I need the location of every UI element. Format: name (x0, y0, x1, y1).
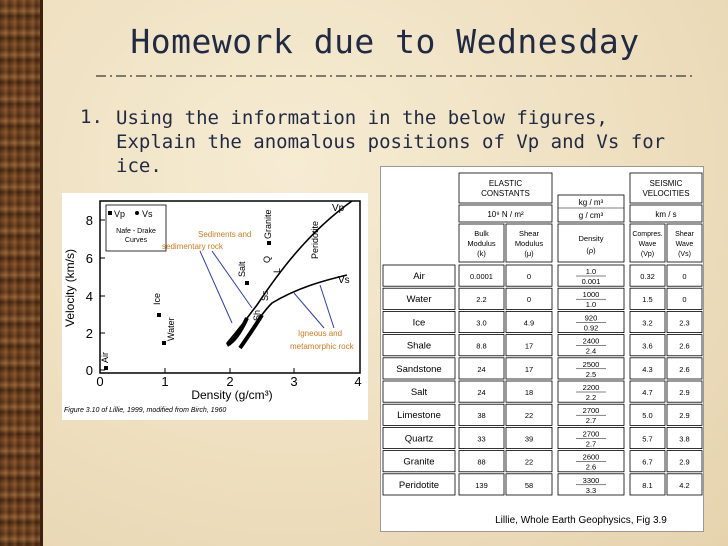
rock-name: Salt (410, 387, 428, 398)
rock-name: Quartz (404, 433, 434, 445)
cell-value: 2.9 (679, 411, 690, 421)
cell-value: 0.32 (640, 272, 655, 281)
density-g-value: 2.7 (585, 439, 597, 449)
y-tick-2: 2 (85, 326, 93, 341)
cell-value: 24 (477, 364, 486, 374)
annotation-arrow-4 (320, 285, 334, 328)
density-g-value: 3.3 (585, 485, 597, 495)
x-tick-1: 1 (161, 374, 169, 389)
header-seismic-1: SEISMIC (649, 179, 683, 188)
x-tick-3: 3 (290, 374, 298, 389)
header-seismic-2: VELOCITIES (642, 189, 690, 198)
cell-value: 5.7 (642, 434, 653, 444)
rock-name: Ice (412, 317, 426, 329)
rock-name: Air (413, 271, 425, 282)
density-kg-value: 3300 (582, 475, 600, 485)
density-kg-value: 1.0 (585, 267, 597, 276)
cell-value: 8.8 (476, 341, 487, 351)
rock-name: Granite (403, 456, 435, 468)
figure-caption: Figure 3.10 of Lillie, 1999, modified from Birch, 1960 (64, 407, 227, 414)
point-salt (245, 281, 249, 285)
table-row (383, 427, 702, 448)
table-row (383, 311, 702, 332)
density-kg-value: 2600 (582, 452, 600, 462)
rock-name: Water (406, 294, 432, 306)
title-divider (96, 72, 696, 80)
label-ss: Ss (260, 290, 270, 301)
density-kg-value: 2700 (582, 406, 600, 416)
x-tick-0: 0 (96, 374, 104, 389)
cell-value: 33 (477, 434, 486, 444)
curve-label-vs: Vs (338, 275, 350, 286)
y-tick-6: 6 (85, 251, 93, 266)
cell-value: 88 (477, 457, 486, 467)
density-g-value: 2.6 (585, 462, 597, 472)
cell-value: 2.6 (679, 341, 690, 351)
label-salt: Salt (237, 261, 247, 277)
label-granite: Granite (263, 209, 273, 239)
annotation-sediments-2: sedimentary rock (162, 242, 223, 251)
bullet-line-1: Using the information in the below figures, (116, 107, 608, 129)
col-shear-1: Shear (518, 229, 540, 238)
density-kg-value: 2500 (582, 359, 600, 369)
cell-value: 2.9 (679, 388, 690, 397)
legend-vp: Vp (114, 209, 126, 219)
annotation-sediments-1: Sediments and (198, 230, 252, 239)
rock-name: Peridotite (398, 479, 440, 491)
annotation-igneous-1: Igneous and (298, 329, 343, 338)
col-vs-2: Wave (675, 241, 694, 248)
cell-value: 6.7 (642, 457, 653, 467)
col-vs-3: (Vs) (678, 251, 691, 258)
cell-value: 17 (524, 364, 534, 374)
annotation-igneous-2: metamorphic rock (290, 342, 354, 351)
header-elastic-box (459, 173, 552, 203)
wood-bark-border (0, 0, 40, 546)
density-kg-value: 1000 (582, 290, 600, 300)
unit-velocity: km / s (655, 210, 677, 219)
label-air: Air (100, 352, 110, 363)
unit-density-top: kg / m³ (578, 198, 604, 207)
cell-value: 24 (477, 388, 486, 397)
annotation-arrow-1 (200, 251, 232, 323)
rock-name: Shale (406, 340, 432, 352)
cell-value: 18 (524, 388, 534, 397)
bullet-line-2: Explain the anomalous positions of Vp and Vs for (116, 131, 666, 153)
col-bulk-3: (k) (477, 249, 486, 258)
header-elastic-1: ELASTIC (488, 179, 523, 188)
cell-value: 8.1 (642, 480, 653, 490)
cell-value: 3.6 (642, 341, 653, 351)
cell-value: 3.2 (642, 318, 653, 328)
col-vs-1: Shear (675, 231, 694, 238)
table-row (383, 358, 702, 379)
table-row (383, 335, 702, 356)
table-row (383, 474, 702, 495)
cell-value: 2.6 (679, 364, 690, 374)
header-elastic-2: CONSTANTS (481, 189, 530, 198)
table-row (383, 381, 702, 402)
bullet-number: 1. (80, 106, 103, 128)
point-air (104, 366, 108, 370)
label-peridotite: Peridotite (310, 220, 320, 259)
legend-vs-marker (135, 211, 139, 215)
unit-density-bottom: g / cm³ (578, 211, 604, 220)
cell-value: 2.2 (476, 295, 487, 305)
table-row (383, 265, 702, 286)
density-g-value: 0.92 (583, 323, 599, 333)
elastic-constants-table (380, 166, 704, 532)
table-row (383, 451, 702, 472)
x-axis-label: Density (g/cm³) (191, 388, 273, 402)
cell-value: 1.5 (642, 295, 653, 305)
density-g-value: 2.5 (585, 369, 597, 379)
annotation-arrow-2 (212, 251, 252, 308)
col-vp-3: (Vp) (640, 251, 655, 258)
col-density-1: Density (578, 234, 604, 243)
density-g-value: 2.4 (585, 346, 597, 356)
bullet-line-3: ice. (116, 155, 162, 177)
label-sh: Sh (252, 309, 262, 321)
cell-value: 4.2 (679, 480, 690, 490)
cell-value: 0.0001 (470, 272, 493, 281)
col-bulk-1: Bulk (474, 229, 489, 238)
legend-note-1: Nafe - Drake (116, 228, 156, 235)
cell-value: 22 (524, 457, 534, 467)
label-l: L (272, 267, 282, 273)
density-g-value: 1.0 (585, 300, 597, 310)
label-ice: Ice (152, 292, 162, 305)
cell-value: 39 (524, 434, 534, 444)
cell-value: 22 (524, 411, 534, 421)
unit-elastic: 10⁹ N / m² (487, 210, 524, 219)
x-tick-2: 2 (226, 374, 234, 389)
rock-name: Sandstone (396, 363, 442, 375)
cell-value: 4.9 (523, 318, 535, 328)
cell-value: 3.0 (476, 318, 487, 328)
cell-value: 0 (526, 295, 532, 305)
label-water: Water (166, 317, 176, 341)
y-tick-8: 8 (85, 213, 93, 228)
annotation-arrow-3 (294, 293, 324, 328)
col-vp-1: Compres. (632, 231, 663, 238)
y-axis-label: Velocity (km/s) (63, 248, 77, 328)
density-kg-value: 2400 (582, 336, 600, 346)
legend-vp-marker (108, 211, 112, 215)
cell-value: 2.3 (679, 318, 690, 328)
cell-value: 38 (477, 411, 486, 421)
y-tick-4: 4 (85, 289, 93, 304)
point-granite (267, 241, 271, 245)
cell-value: 5.0 (642, 411, 653, 421)
cell-value: 3.8 (679, 434, 690, 444)
border-edge (40, 0, 43, 546)
cell-value: 4.7 (642, 388, 653, 397)
col-vp-2: Wave (638, 241, 657, 248)
slide-title: Homework due to Wednesday (130, 22, 640, 61)
density-kg-value: 2200 (582, 383, 600, 392)
curve-label-vp: Vp (332, 203, 345, 214)
density-g-value: 0.001 (581, 277, 601, 286)
col-bulk-2: Modulus (467, 239, 496, 248)
table-row (383, 404, 702, 425)
y-tick-0: 0 (85, 363, 93, 378)
cell-value: 58 (524, 480, 534, 490)
cell-value: 4.3 (642, 364, 653, 374)
cell-value: 17 (524, 341, 534, 351)
label-q: Q (262, 255, 272, 263)
point-ice-vp (157, 313, 161, 317)
header-seismic-box (630, 173, 702, 203)
legend-note-2: Curves (124, 237, 148, 244)
cell-value: 139 (475, 480, 488, 490)
cell-value: 0 (682, 295, 687, 305)
velocity-density-figure (62, 193, 368, 420)
density-g-value: 2.7 (585, 416, 597, 426)
table-row (383, 288, 702, 309)
col-shear-2: Modulus (514, 239, 544, 248)
table-rows (383, 265, 702, 495)
cell-value: 0 (682, 272, 687, 281)
cell-value: 2.9 (679, 457, 690, 467)
col-shear-3: (μ) (524, 249, 534, 258)
cell-value: 0 (526, 272, 532, 281)
table-header (459, 173, 702, 262)
density-kg-value: 2700 (582, 429, 600, 439)
x-tick-4: 4 (354, 374, 362, 389)
density-kg-value: 920 (584, 313, 598, 323)
legend-vs: Vs (142, 209, 153, 219)
table-caption: Lillie, Whole Earth Geophysics, Fig 3.9 (495, 515, 667, 526)
rock-name: Limestone (397, 410, 441, 422)
col-density-2: (ρ) (586, 246, 596, 255)
density-g-value: 2.2 (585, 393, 597, 402)
x-axis-ticks (96, 368, 361, 389)
